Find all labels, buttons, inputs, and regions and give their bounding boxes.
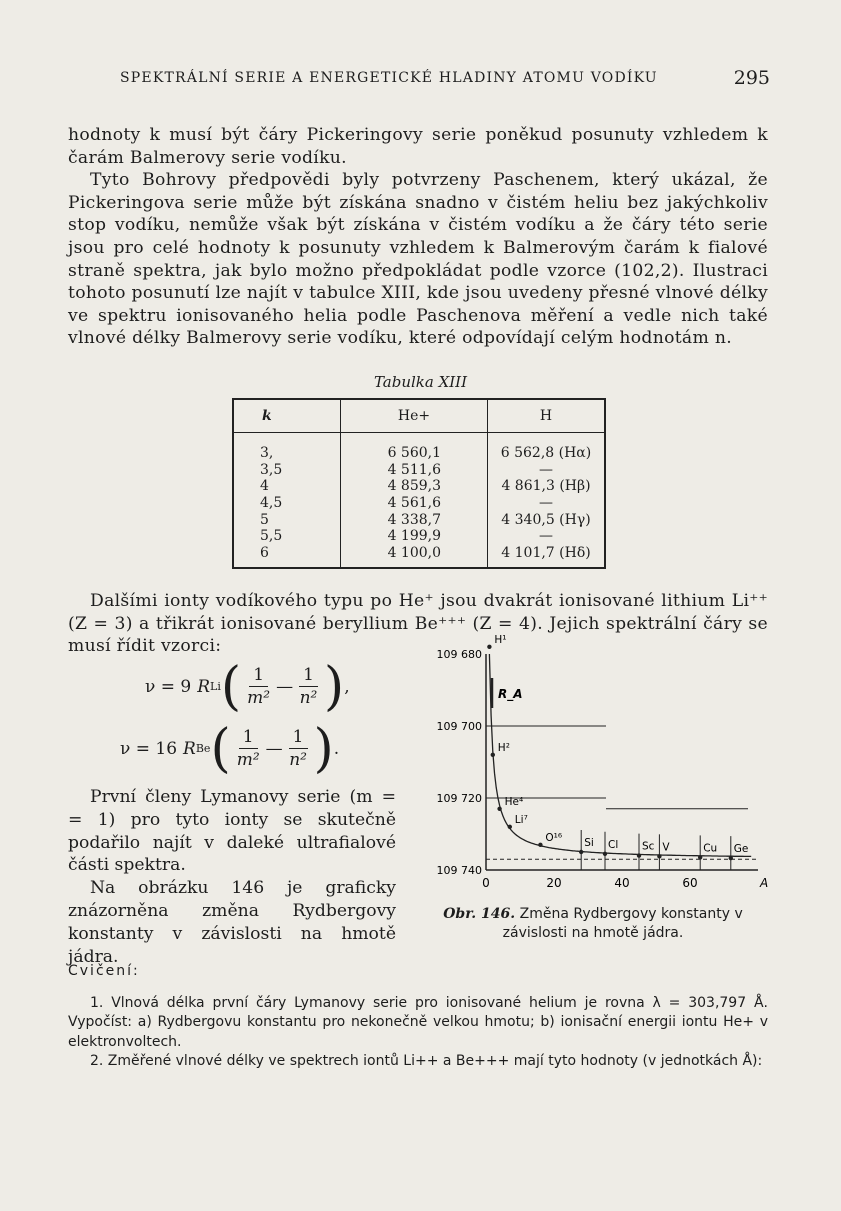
fraction-1-n [299, 664, 318, 709]
point-label: O¹⁶ [545, 831, 563, 844]
table-cell-h: — [488, 495, 606, 512]
paren-open: ( [220, 656, 242, 717]
minus-sign: — [265, 738, 283, 759]
table-body [233, 433, 605, 569]
paragraph-1: hodnoty k musí být čáry Pickeringovy serie poněkud posunuty vzhledem k čarám Balmerovy serie vodíku. [68, 125, 768, 168]
table-cell-he: 4 561,6 [341, 495, 488, 512]
figure-caption [418, 905, 768, 943]
x-axis-label: A [760, 876, 769, 890]
y-tick-label: 109 680 [436, 648, 482, 661]
x-tick-label: 60 [682, 876, 698, 890]
table-header-h: H [488, 399, 606, 433]
table-cell-h: — [488, 528, 606, 545]
y-axis-label: R_A [498, 687, 523, 701]
data-point [487, 645, 491, 649]
exercises-heading: Cvičení: [68, 963, 140, 979]
table-cell-k: 6 [260, 544, 269, 561]
table-cell-k: 3, [260, 445, 274, 462]
fraction-num: 1 [239, 726, 258, 749]
table-cell-k: 4,5 [260, 495, 283, 512]
page-number: 295 [733, 67, 770, 89]
y-tick-label: 109 740 [436, 864, 482, 877]
paren-close: ) [313, 718, 334, 779]
formula-punct: , [344, 676, 350, 697]
left-column-text [68, 786, 396, 968]
table-header-row [233, 399, 605, 433]
point-label: He⁴ [504, 795, 524, 808]
table-cell-he: 4 199,9 [341, 528, 488, 545]
paragraph-5: Na obrázku 146 je graficky znázorněna změna Rydbergovy konstanty v závislosti na hmotě jádra. [68, 878, 396, 967]
table-xiii [232, 398, 606, 569]
table-cell-he: 4 511,6 [341, 462, 488, 479]
exercises [68, 962, 768, 1072]
rydberg-chart [418, 633, 778, 898]
paren-close: ) [323, 656, 345, 717]
table-row [233, 478, 605, 495]
fraction-1-n [289, 726, 308, 771]
fraction-1-m [237, 726, 260, 771]
fraction-1-m [247, 664, 270, 709]
x-tick-label: 20 [546, 876, 562, 890]
point-label: V [662, 841, 670, 854]
table-cell-he: 4 859,3 [341, 478, 488, 495]
paragraph-3-text: Dalšími ionty vodíkového typu po He⁺ jsou dvakrát ionisované lithium Li⁺⁺ (Z = 3) a třikrát ionisované beryllium Be⁺⁺⁺ (Z = 4). Jejich spektrální čáry se musí řídit vzorci: [68, 591, 768, 657]
table-caption: Tabulka XIII [373, 373, 468, 391]
running-title: SPEKTRÁLNÍ SERIE A ENERGETICKÉ HLADINY ATOMU VODÍKU [120, 70, 658, 86]
formula-beryllium-lhs: ν = 16 [120, 738, 178, 759]
x-tick-label: 40 [614, 876, 630, 890]
x-tick-label: 0 [482, 876, 490, 890]
rydberg-curve [489, 654, 751, 856]
table-row [233, 495, 605, 512]
fraction-num: 1 [289, 726, 308, 749]
minus-sign: — [276, 676, 294, 697]
point-label: H¹ [494, 633, 507, 646]
fraction-num: 1 [299, 664, 318, 687]
y-tick-label: 109 700 [436, 720, 482, 733]
exercise-1: 1. Vlnová délka první čáry Lymanovy serie pro ionisované helium je rovna λ = 303,797 Å. Vypočíst: a) Rydbergovu konstantu pro nekonečně velkou hmotu; b) ionisační energii iontu He+ v elektronvoltech. [68, 994, 768, 1050]
body-text-top [68, 124, 768, 350]
figure-caption-text: Změna Rydbergovy konstanty v závislosti na hmotě jádra. [502, 906, 743, 941]
table-cell-k: 5,5 [260, 528, 283, 545]
table-cell-h: 6 562,8 (Hα) [488, 433, 606, 462]
fraction-den: n² [299, 688, 318, 708]
data-point [508, 825, 512, 829]
data-point [497, 807, 501, 811]
point-label: Cl [608, 838, 619, 851]
data-point [491, 753, 495, 757]
table-cell-h: 4 101,7 (Hδ) [488, 545, 606, 569]
point-label: H² [497, 741, 510, 754]
table-row [233, 433, 605, 462]
y-tick-label: 109 720 [436, 792, 482, 805]
table-cell-he: 4 100,0 [341, 545, 488, 569]
exercise-2: 2. Změřené vlnové délky ve spektrech iontů Li++ a Be+++ mají tyto hodnoty (v jednotkách Å): [90, 1053, 763, 1069]
data-point [538, 843, 542, 847]
table-cell-he: 6 560,1 [341, 433, 488, 462]
paragraph-4: První členy Lymanovy serie (m = = 1) pro tyto ionty se skutečně podařilo najít v daleké ultrafialové části spektra. [68, 787, 396, 876]
table-header-k: k [233, 399, 341, 433]
table-row [233, 528, 605, 545]
table-cell-k: 4 [260, 478, 269, 495]
point-label: Sc [642, 840, 655, 853]
fraction-num: 1 [249, 664, 268, 687]
point-label: Si [584, 837, 594, 849]
formula-beryllium [120, 718, 340, 779]
formula-lithium-r: R [197, 676, 211, 697]
formula-beryllium-sub: Be [195, 742, 211, 755]
point-label: Cu [703, 842, 718, 855]
table-cell-h: 4 861,3 (Hβ) [488, 478, 606, 495]
table-cell-h: — [488, 462, 606, 479]
point-label: Li⁷ [514, 813, 528, 826]
table-row [233, 545, 605, 569]
point-label: Ge [733, 843, 749, 856]
table-header-he: He+ [341, 399, 488, 433]
paragraph-2: Tyto Bohrovy předpovědi byly potvrzeny Paschenem, který ukázal, že Pickeringova serie může být získána snadno v čistém heliu bez jakýchkoliv stop vodíku, nemůže však být získána v čistém vodíku a že čáry této serie jsou pro celé hodnoty k posunuty vzhledem k Balmerovým čarám k fialové straně spektra, jak bylo možno předpokládat podle vzorce (102,2). Ilustraci tohoto posunutí lze najít v tabulce XIII, kde jsou uvedeny přesné vlnové délky ve spektru ionisovaného helia podle Paschenova měření a vedle nich také vlnové délky Balmerovy serie vodíku, které odpovídají celým hodnotám n. [68, 170, 768, 349]
formula-beryllium-r: R [183, 738, 196, 759]
formula-lithium [145, 656, 350, 717]
fraction-den: m² [236, 750, 260, 770]
running-header [120, 67, 770, 89]
table-cell-k: 3,5 [260, 461, 283, 478]
formula-lithium-lhs: ν = 9 [145, 676, 192, 697]
formula-lithium-sub: Li [210, 680, 221, 693]
fraction-den: n² [289, 750, 307, 770]
figure-label: Obr. 146. [443, 906, 516, 922]
table-row [233, 462, 605, 479]
table-cell-he: 4 338,7 [341, 511, 488, 528]
table-row [233, 511, 605, 528]
paren-open: ( [210, 718, 231, 779]
table-cell-k: 5 [260, 511, 269, 528]
fraction-den: m² [247, 688, 271, 708]
formula-punct: . [333, 738, 340, 759]
table-cell-h: 4 340,5 (Hγ) [488, 511, 606, 528]
